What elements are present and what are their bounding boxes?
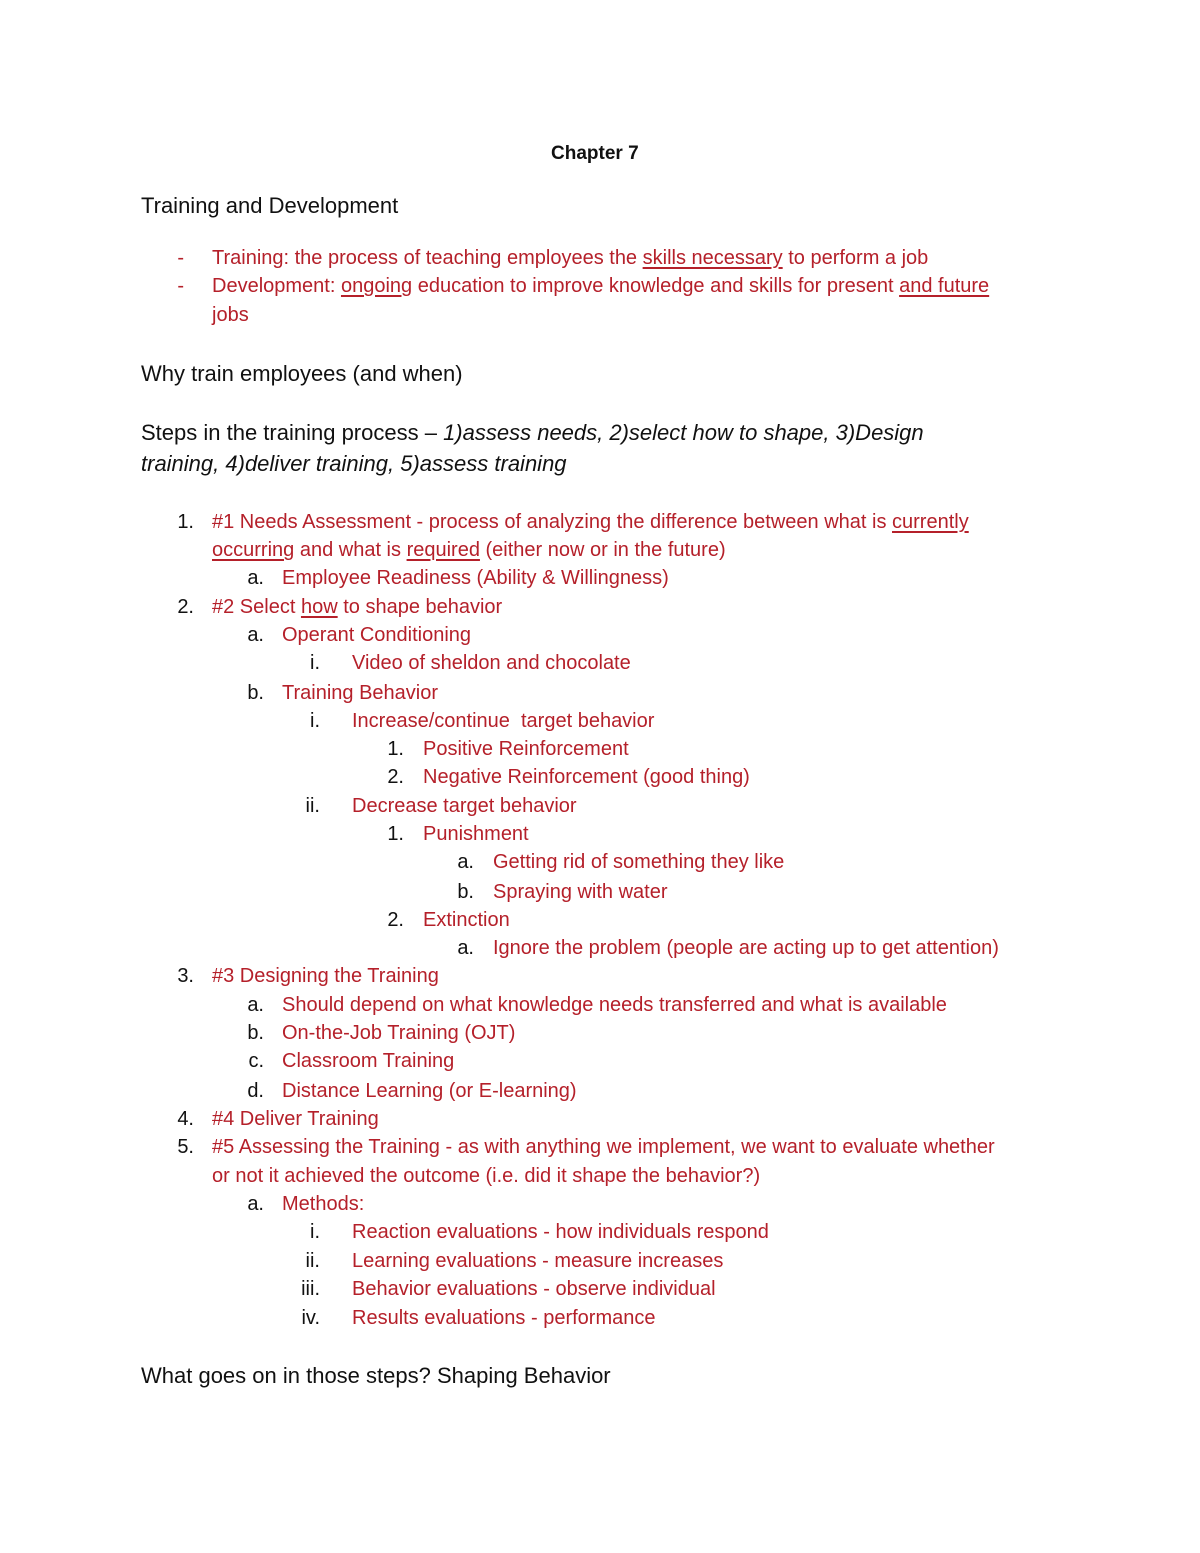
bullet-dash: - — [177, 275, 184, 297]
section-heading-training-development: Training and Development — [141, 193, 399, 218]
list-item-needs-assessment-continuation: occurring and what is required (either now or in the future) — [212, 539, 726, 561]
list-item-assessing-training-continuation: or not it achieved the outcome (i.e. did it shape the behavior?) — [212, 1165, 761, 1187]
steps-heading-continuation: training, 4)deliver training, 5)assess training — [141, 451, 567, 476]
list-marker: a. — [457, 851, 474, 873]
list-marker: a. — [247, 567, 264, 589]
list-marker: 5. — [177, 1136, 194, 1158]
list-marker: 2. — [387, 909, 404, 931]
list-marker: 1. — [177, 511, 194, 533]
list-marker: 2. — [387, 766, 404, 788]
steps-heading: Steps in the training process – 1)assess needs, 2)select how to shape, 3)Design — [141, 420, 924, 445]
list-marker: i. — [310, 1221, 320, 1243]
bullet-development-continuation: jobs — [212, 304, 249, 326]
list-marker: 1. — [387, 738, 404, 760]
list-marker: a. — [247, 1193, 264, 1215]
list-marker: 4. — [177, 1108, 194, 1130]
list-marker: b. — [247, 682, 264, 704]
list-marker: a. — [457, 937, 474, 959]
list-marker: iii. — [301, 1278, 320, 1300]
list-marker: i. — [310, 710, 320, 732]
list-marker: b. — [247, 1022, 264, 1044]
list-marker: iv. — [301, 1307, 320, 1329]
document-page: Chapter 7 Training and Development - Training: the process of teaching employees the skills necessary to perform a job - Development: ongoing education to improve knowledge and skills for present and future jobs Why train employees (and when) Steps in the training process – 1)assess needs, 2)select how to shape, 3)Design training, 4)deliver training, 5)assess training 1. #1 Needs Assessment - process of analyzing the difference between what is currently occurring and what is required (either now or in the future) a. Employee Readiness (Ability & Willingness) 2. #2 Select how to shape behavior a. Operant Conditioning i. Video of sheldon and chocolate b. Training Behavior i. Increase/continue target behavior 1. Positive Reinforcement 2. Negative Reinforcement (good thing) ii. Decrease target behavior 1. Punishment a. Getting rid of something they like b. Spraying with water 2. Extinction a. Ignore the problem (people are acting up to get attention) 3. #3 Designing the Training a. Should depend on what knowledge needs transferred and what is available b. On-the-Job Training (OJT) c. Classroom Training d. Distance Learning (or E-learning) 4. #4 Deliver Training 5. #5 Assessing the Training - as with anything we implement, we want to evaluate whether or not it achieved the outcome (i.e. did it shape the behavior?) a. Methods: i. Reaction evaluations - how individuals respond ii. Learning evaluations - measure increases iii. Behavior evaluations - observe individual iv. Results evaluations - performance What goes on in those steps? Shaping Behavior — [141, 143, 999, 1388]
list-marker: 2. — [177, 596, 194, 618]
bullet-dash: - — [177, 247, 184, 269]
list-marker: d. — [247, 1080, 264, 1102]
list-marker: ii. — [305, 795, 320, 817]
list-marker: a. — [247, 624, 264, 646]
list-marker: a. — [247, 994, 264, 1016]
list-marker: ii. — [305, 1250, 320, 1272]
list-marker: b. — [457, 881, 474, 903]
list-marker: i. — [310, 652, 320, 674]
why-train-heading: Why train employees (and when) — [141, 361, 463, 386]
list-marker: c. — [248, 1050, 264, 1072]
list-marker: 3. — [177, 965, 194, 987]
closing-heading: What goes on in those steps? Shaping Behavior — [141, 1363, 611, 1388]
list-marker: 1. — [387, 823, 404, 845]
chapter-title: Chapter 7 — [551, 143, 639, 164]
